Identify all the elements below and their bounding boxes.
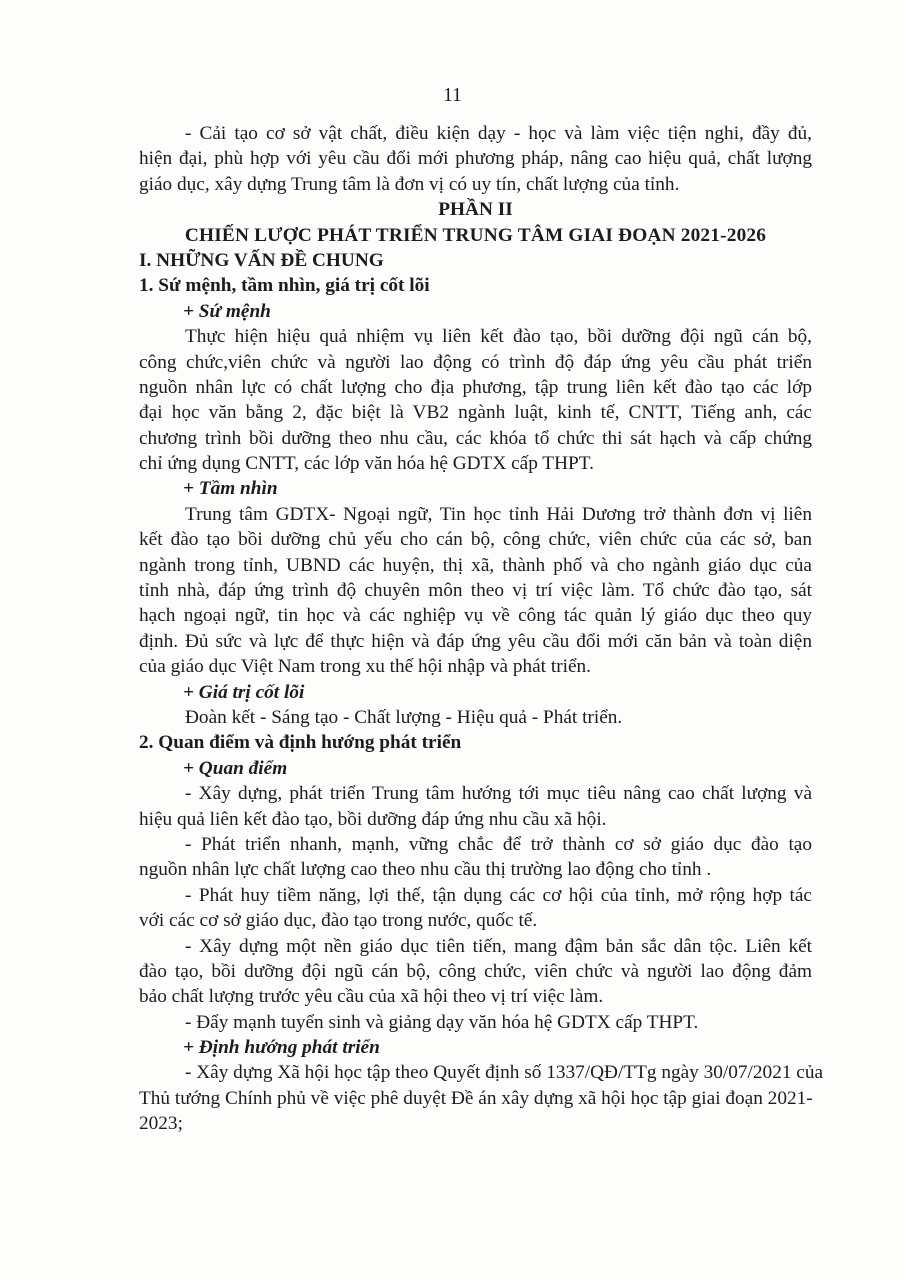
text-line: với các cơ sở giáo dục, đào tạo trong nước, quốc tế. (139, 910, 538, 932)
text-line: kết đào tạo bồi dưỡng chủ yếu cho cán bộ, công chức, viên chức của các sở, ban (139, 529, 812, 551)
text-line: - Xây dựng một nền giáo dục tiên tiến, mang đậm bản sắc dân tộc. Liên kết (185, 935, 812, 957)
part-title: CHIẾN LƯỢC PHÁT TRIỂN TRUNG TÂM GIAI ĐOẠN 2021-2026 (184, 224, 767, 246)
subsection-heading: 1. Sứ mệnh, tầm nhìn, giá trị cốt lõi (139, 275, 430, 297)
text-line: Thực hiện hiệu quả nhiệm vụ liên kết đào tạo, bồi dưỡng đội ngũ cán bộ, (185, 326, 812, 348)
text-line: - Phát huy tiềm năng, lợi thế, tận dụng các cơ hội của tỉnh, mở rộng hợp tác (185, 884, 812, 906)
text-line: nguồn nhân lực có chất lượng cho địa phương, tập trung liên kết đào tạo các lớp (139, 376, 812, 398)
page-number: 11 (443, 85, 462, 106)
text-line: tỉnh nhà, đáp ứng trình độ chuyên môn theo vị trí việc làm. Tổ chức đào tạo, sát (139, 580, 812, 602)
text-line: - Xây dựng Xã hội học tập theo Quyết định số 1337/QĐ/TTg ngày 30/07/2021 của (185, 1062, 824, 1084)
text-line: hiện đại, phù hợp với yêu cầu đổi mới phương pháp, nâng cao hiệu quả, chất lượng (139, 148, 812, 170)
text-line: giáo dục, xây dựng Trung tâm là đơn vị có uy tín, chất lượng của tỉnh. (139, 173, 680, 195)
text-line: - Đẩy mạnh tuyển sinh và giảng dạy văn hóa hệ GDTX cấp THPT. (185, 1011, 699, 1033)
list-item (139, 1010, 812, 1035)
list-item (139, 883, 812, 934)
text-line: Thủ tướng Chính phủ về việc phê duyệt Đề án xây dựng xã hội học tập giai đoạn 2021- (139, 1087, 813, 1109)
text-line: công chức,viên chức và người lao động có trình độ đáp ứng yêu cầu phát triển (139, 351, 812, 373)
text-line: đào tạo, bồi dưỡng đội ngũ cán bộ, công chức, viên chức và người lao động đảm (139, 960, 812, 982)
text-line: đại học văn bằng 2, đặc biệt là VB2 ngành luật, kinh tế, CNTT, Tiếng anh, các (139, 402, 812, 424)
list-item (139, 1060, 824, 1136)
text-line: hạch ngoại ngữ, tin học và các nghiệp vụ về công tác quản lý giáo dục theo quy (139, 605, 812, 627)
mission-heading: + Sứ mệnh (183, 300, 271, 322)
list-item (139, 781, 812, 832)
text-line: nguồn nhân lực chất lượng cao theo nhu cầu thị trường lao động cho tỉnh . (139, 859, 712, 881)
text-line: định. Đủ sức và lực để thực hiện và đáp ứng yêu cầu đổi mới căn bản và toàn diện (139, 630, 812, 652)
vision-heading: + Tầm nhìn (183, 478, 278, 500)
core-values-heading: + Giá trị cốt lõi (183, 681, 305, 703)
vision-paragraph (139, 502, 812, 680)
list-item (139, 832, 812, 883)
text-line: chương trình bồi dưỡng theo nhu cầu, các khóa tổ chức thi sát hạch và cấp chứng (139, 427, 812, 449)
subsection-heading: 2. Quan điểm và định hướng phát triển (139, 732, 462, 754)
text-line: ngành trong tỉnh, UBND các huyện, thị xã, thành phố và cho ngành giáo dục của (139, 554, 812, 576)
viewpoint-list (139, 781, 812, 1035)
text-line: Trung tâm GDTX- Ngoại ngữ, Tin học tỉnh Hải Dương trở thành đơn vị liên (185, 503, 812, 525)
text-line: - Cải tạo cơ sở vật chất, điều kiện dạy - học và làm việc tiện nghi, đầy đủ, (185, 123, 812, 144)
text-line: 2023; (139, 1113, 183, 1135)
page-content (139, 121, 824, 1137)
orientation-list (139, 1060, 824, 1136)
orientation-heading: + Định hướng phát triển (183, 1037, 380, 1059)
text-line: - Phát triển nhanh, mạnh, vững chắc để trở thành cơ sở giáo dục đào tạo (185, 833, 812, 855)
viewpoint-heading: + Quan điểm (183, 757, 288, 779)
text-line: chỉ ứng dụng CNTT, các lớp văn hóa hệ GDTX cấp THPT. (139, 453, 594, 475)
section-heading: I. NHỮNG VẤN ĐỀ CHUNG (139, 249, 384, 271)
text-line: - Xây dựng, phát triển Trung tâm hướng tới mục tiêu nâng cao chất lượng và (185, 783, 812, 805)
intro-paragraph (139, 121, 812, 197)
list-item (139, 934, 812, 1010)
mission-paragraph (139, 324, 812, 476)
text-line: của giáo dục Việt Nam trong xu thế hội nhập và phát triển. (139, 656, 592, 678)
text-line: bảo chất lượng trước yêu cầu của xã hội theo vị trí việc làm. (139, 986, 604, 1008)
core-values-text: Đoàn kết - Sáng tạo - Chất lượng - Hiệu quả - Phát triển. (185, 706, 623, 728)
part-label: PHẦN II (438, 199, 513, 221)
text-line: hiệu quả liên kết đào tạo, bồi dưỡng đáp ứng nhu cầu xã hội. (139, 808, 607, 830)
